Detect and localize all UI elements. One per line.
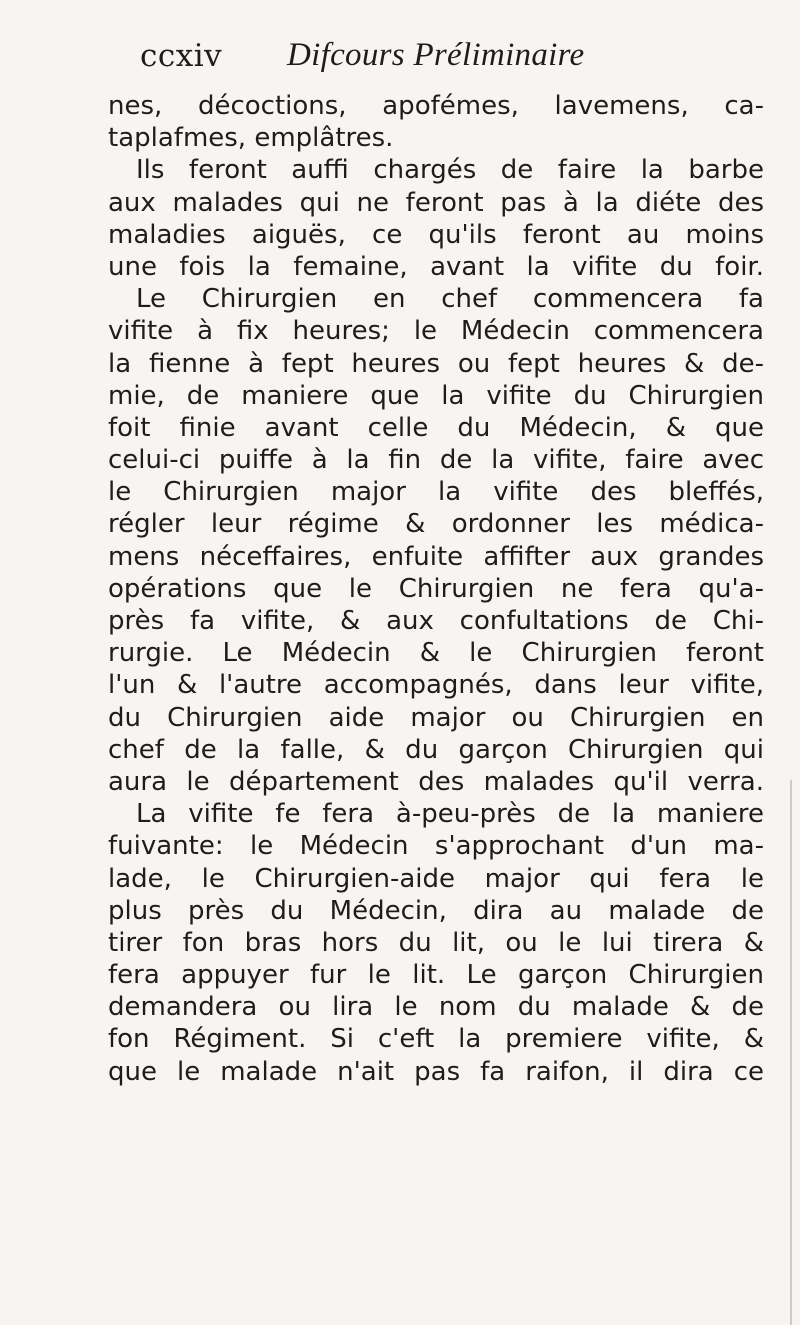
text-line: fuivante: le Médecin s'approchant d'un ma- [108, 831, 764, 862]
text-line: demandera ou lira le nom du malade & de [108, 992, 764, 1023]
text-line: fera appuyer fur le lit. Le garçon Chirurgien [108, 960, 764, 991]
text-line: celui-ci puiffe à la fin de la vifite, faire avec [108, 445, 764, 476]
text-line: rurgie. Le Médecin & le Chirurgien feront [108, 638, 764, 669]
text-line: que le malade n'ait pas fa raifon, il dira ce [108, 1056, 764, 1087]
text-line: régler leur régime & ordonner les médica- [108, 509, 764, 540]
running-title: Difcours Préliminaire [287, 37, 585, 73]
text-line: maladies aiguës, ce qu'ils feront au moins [108, 219, 764, 250]
text-line: plus près du Médecin, dira au malade de [108, 895, 764, 926]
text-line: mens néceffaires, enfuite affifter aux grandes [108, 541, 764, 572]
text-line: la fienne à fept heures ou fept heures & de- [108, 348, 764, 379]
text-line: mie, de maniere que la vifite du Chirurgien [108, 380, 764, 411]
body-text [108, 90, 764, 1088]
text-line: près fa vifite, & aux confultations de Chi- [108, 606, 764, 636]
text-line: taplafmes, emplâtres. [108, 123, 394, 154]
text-line: une fois la femaine, avant la vifite du foir. [108, 251, 764, 282]
text-line: foit finie avant celle du Médecin, & que [108, 412, 764, 443]
text-line: l'un & l'autre accompagnés, dans leur vifite, [108, 670, 764, 701]
text-line: opérations que le Chirurgien ne fera qu'a- [108, 573, 764, 604]
page-number: ccxiv [140, 38, 223, 74]
text-line: aura le département des malades qu'il verra. [108, 766, 764, 797]
text-line: fon Régiment. Si c'eft la premiere vifite, & [108, 1024, 764, 1055]
text-line: chef de la falle, & du garçon Chirurgien qui [108, 734, 764, 765]
paragraph-start-line: La vifite fe fera à-peu-près de la maniere [136, 799, 764, 830]
page-edge-shadow [790, 780, 792, 1325]
text-line: lade, le Chirurgien-aide major qui fera le [108, 863, 764, 894]
text-line: nes, décoctions, apofémes, lavemens, ca- [108, 91, 764, 121]
text-line: du Chirurgien aide major ou Chirurgien en [108, 702, 764, 733]
page-header [140, 38, 760, 90]
text-line: vifite à fix heures; le Médecin commencera [108, 316, 764, 347]
text-line: aux malades qui ne feront pas à la diéte des [108, 187, 764, 218]
paragraph-start-line: Ils feront auffi chargés de faire la barbe [136, 155, 764, 186]
text-line: le Chirurgien major la vifite des bleffés, [108, 477, 764, 508]
text-line: tirer fon bras hors du lit, ou le lui tirera & [108, 927, 764, 958]
paragraph-start-line: Le Chirurgien en chef commencera fa [136, 284, 764, 315]
